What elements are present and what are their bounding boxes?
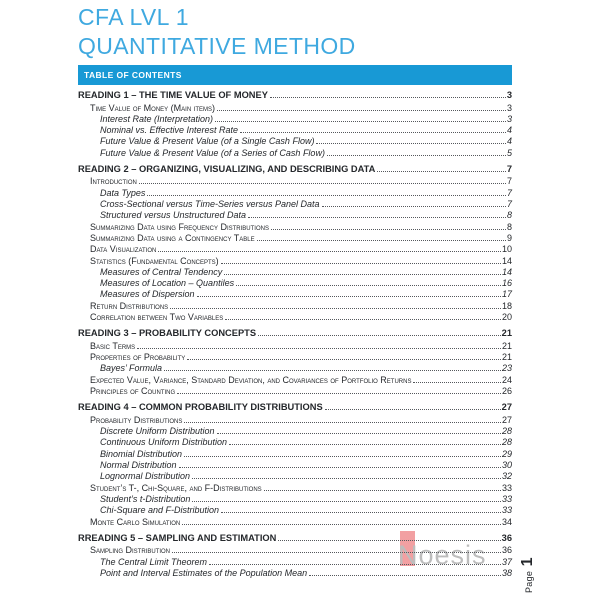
doc-title-line1: CFA LVL 1: [78, 4, 189, 30]
page-number-footer: [519, 557, 537, 593]
toc-entry[interactable]: [78, 312, 512, 323]
toc-entry[interactable]: [78, 256, 512, 267]
dotted-leader: [147, 195, 506, 196]
toc-entry-label: Measures of Dispersion: [100, 289, 195, 300]
toc-entry-label: Student’s t-Distribution: [100, 493, 191, 504]
dotted-leader: [137, 348, 501, 349]
toc-entry-label: Cross-Sectional versus Time-Series versus Panel Data: [100, 199, 320, 210]
toc-entry[interactable]: [78, 114, 512, 125]
toc-entry[interactable]: [78, 341, 512, 352]
toc-entry-page-number: 27: [501, 414, 512, 425]
dotted-leader: [327, 155, 506, 156]
dotted-leader: [217, 110, 506, 111]
toc-entry-label: Future Value & Present Value (of a Single Cash Flow): [100, 136, 315, 147]
toc-entry-reading[interactable]: [78, 163, 512, 175]
toc-entry-page-number: 18: [501, 300, 512, 311]
toc-entry-label: Data Types: [100, 187, 146, 198]
toc-entry[interactable]: [78, 545, 512, 556]
toc-entry-reading[interactable]: [78, 327, 512, 339]
dotted-leader: [164, 370, 501, 371]
toc-entry-page-number: 26: [501, 386, 512, 397]
toc-entry-label: RREADING 5 – SAMPLING AND ESTIMATION: [78, 532, 277, 543]
doc-title-line2: QUANTITATIVE METHOD: [78, 33, 356, 59]
toc-entry-page-number: 34: [501, 516, 512, 527]
dotted-leader: [221, 512, 501, 513]
toc-entry[interactable]: [78, 415, 512, 426]
toc-entry-label: Summarizing Data using Frequency Distributions: [90, 221, 269, 232]
dotted-leader: [309, 575, 501, 576]
dotted-leader: [192, 501, 501, 502]
toc-entry-label: Return Distributions: [90, 300, 169, 311]
toc-entry-page-number: 38: [501, 567, 512, 578]
toc-entry[interactable]: [78, 199, 512, 210]
toc-entry-label: Bayes’ Formula: [100, 363, 163, 374]
toc-entry-page-number: 30: [501, 460, 512, 471]
dotted-leader: [184, 456, 501, 457]
toc-entry[interactable]: [78, 494, 512, 505]
dotted-leader: [248, 217, 506, 218]
toc-entry-label: READING 1 – THE TIME VALUE OF MONEY: [78, 90, 268, 100]
dotted-leader: [182, 524, 501, 525]
toc-entry[interactable]: [78, 103, 512, 114]
dotted-leader: [257, 240, 506, 241]
toc-entry-label: Chi-Square and F-Distribution: [100, 505, 220, 516]
toc-entry[interactable]: [78, 375, 512, 386]
toc-entry-label: Statistics (Fundamental Concepts): [90, 255, 219, 266]
toc-entry-page-number: 9: [506, 232, 512, 243]
toc-entry-page-number: 33: [501, 482, 512, 493]
dotted-leader: [217, 433, 501, 434]
toc-entry-page-number: 24: [501, 374, 512, 385]
dotted-leader: [158, 251, 501, 252]
toc-entry[interactable]: [78, 222, 512, 233]
dotted-leader: [236, 285, 501, 286]
toc-entry-page-number: 37: [501, 556, 512, 567]
toc-entry-page-number: 14: [501, 266, 512, 277]
dotted-leader: [322, 206, 506, 207]
toc-entry[interactable]: [78, 437, 512, 448]
toc-entry-page-number: 21: [501, 340, 512, 351]
content-column: [78, 3, 512, 579]
toc-entry-page-number: 5: [506, 147, 512, 158]
toc-entry-page-number: 7: [506, 163, 512, 174]
dotted-leader: [139, 183, 506, 184]
toc-entry[interactable]: [78, 210, 512, 221]
toc-entry-label: Point and Interval Estimates of the Population Mean: [100, 567, 308, 578]
dotted-leader: [187, 359, 501, 360]
dotted-leader: [258, 335, 501, 336]
toc-entry-label: Normal Distribution: [100, 460, 177, 471]
toc-entry[interactable]: [78, 568, 512, 579]
dotted-leader: [184, 422, 501, 423]
dotted-leader: [179, 467, 501, 468]
toc-entry-page-number: 29: [501, 448, 512, 459]
toc-entry[interactable]: [78, 125, 512, 136]
toc-entry-label: READING 2 – ORGANIZING, VISUALIZING, AND DESCRIBING DATA: [78, 163, 376, 174]
toc-entry-label: Discrete Uniform Distribution: [100, 426, 215, 437]
dotted-leader: [316, 143, 506, 144]
toc-entry[interactable]: [78, 471, 512, 482]
toc-entry-page-number: 14: [501, 255, 512, 266]
toc-entry-label: Interest Rate (Interpretation): [100, 113, 214, 124]
toc-entry-label: Student’s T-, Chi-Square, and F-Distributions: [90, 482, 262, 493]
dotted-leader: [271, 229, 506, 230]
toc-entry-page-number: 27: [501, 402, 512, 413]
dotted-leader: [264, 490, 501, 491]
toc-entry[interactable]: [78, 301, 512, 312]
toc-entry-label: Structured versus Unstructured Data: [100, 210, 247, 221]
toc-entry-page-number: 4: [506, 125, 512, 136]
toc-entry[interactable]: [78, 244, 512, 255]
toc-entry[interactable]: [78, 557, 512, 568]
toc-entry-label: Future Value & Present Value (of a Series of Cash Flow): [100, 147, 325, 158]
toc-banner: TABLE OF CONTENTS: [78, 65, 512, 85]
toc-entry-page-number: 36: [501, 532, 512, 543]
page-footer-label: Page: [524, 570, 534, 593]
dotted-leader: [413, 382, 501, 383]
dotted-leader: [215, 121, 506, 122]
toc-entry-page-number: 3: [506, 113, 512, 124]
toc-entry-label: Expected Value, Variance, Standard Deviation, and Covariances of Portfolio Returns: [90, 374, 412, 385]
toc-entry-page-number: 16: [501, 278, 512, 289]
toc-entry-page-number: 3: [506, 90, 512, 100]
toc-entry-page-number: 3: [506, 102, 512, 113]
toc-entry-label: Correlation between Two Variables: [90, 312, 224, 323]
dotted-leader: [172, 552, 501, 553]
toc-entry-page-number: 28: [501, 426, 512, 437]
toc-entry-reading[interactable]: [78, 89, 512, 101]
toc-entry-page-number: 20: [501, 312, 512, 323]
toc-entry-page-number: 33: [501, 505, 512, 516]
dotted-leader: [192, 478, 501, 479]
toc-entry-page-number: 17: [501, 289, 512, 300]
toc-entry-page-number: 8: [506, 210, 512, 221]
dotted-leader: [225, 319, 501, 320]
dotted-leader: [229, 444, 501, 445]
dotted-leader: [170, 308, 501, 309]
toc-entry-label: Probability Distributions: [90, 414, 183, 425]
toc-entry-label: Nominal vs. Effective Interest Rate: [100, 125, 239, 136]
toc-entry[interactable]: [78, 386, 512, 397]
toc-entry-label: Sampling Distribution: [90, 545, 171, 556]
toc-entry[interactable]: [78, 267, 512, 278]
toc-entry-page-number: 36: [501, 545, 512, 556]
toc-entry[interactable]: [78, 517, 512, 528]
toc-entry-page-number: 32: [501, 471, 512, 482]
toc-entry-label: Principles of Counting: [90, 386, 176, 397]
toc-entry[interactable]: [78, 505, 512, 516]
toc-entry[interactable]: [78, 483, 512, 494]
toc-entry-page-number: 10: [501, 244, 512, 255]
dotted-leader: [209, 564, 501, 565]
toc-entry-reading[interactable]: [78, 401, 512, 413]
toc-entry-label: Binomial Distribution: [100, 448, 183, 459]
toc-entry-label: Introduction: [90, 176, 137, 187]
toc-entry[interactable]: [78, 278, 512, 289]
toc-entry[interactable]: [78, 363, 512, 374]
toc-entry[interactable]: [78, 176, 512, 187]
dotted-leader: [177, 393, 501, 394]
toc-entry-label: Continuous Uniform Distribution: [100, 437, 228, 448]
toc-entry-page-number: 21: [501, 352, 512, 363]
toc-entry-page-number: 7: [506, 176, 512, 187]
toc-entry-reading[interactable]: [78, 532, 512, 544]
toc-entry[interactable]: [78, 426, 512, 437]
dotted-leader: [325, 409, 501, 410]
toc-entry-page-number: 28: [501, 437, 512, 448]
toc-entry-page-number: 33: [501, 493, 512, 504]
watermark: Noesis: [398, 540, 487, 570]
toc-entry-label: Monte Carlo Simulation: [90, 516, 181, 527]
toc-entry-label: Properties of Probability: [90, 352, 186, 363]
toc-entry-page-number: 4: [506, 136, 512, 147]
toc-entry[interactable]: [78, 289, 512, 300]
dotted-leader: [377, 171, 505, 172]
toc-entry-label: READING 4 – COMMON PROBABILITY DISTRIBUTIONS: [78, 402, 323, 413]
toc-entry-page-number: 7: [506, 187, 512, 198]
dotted-leader: [278, 540, 500, 541]
toc-entry-label: Time Value of Money (Main items): [90, 102, 216, 113]
toc-entry-label: Measures of Central Tendency: [100, 266, 223, 277]
toc-entry[interactable]: [78, 352, 512, 363]
toc-entry-label: Basic Terms: [90, 340, 136, 351]
dotted-leader: [197, 296, 501, 297]
toc-entry[interactable]: [78, 233, 512, 244]
toc-entry[interactable]: [78, 460, 512, 471]
toc-entry-page-number: 7: [506, 199, 512, 210]
dotted-leader: [270, 97, 506, 98]
toc-entry-label: Data Visualization: [90, 244, 157, 255]
toc-entry[interactable]: [78, 449, 512, 460]
toc-entry-page-number: 8: [506, 221, 512, 232]
table-of-contents: [78, 89, 512, 579]
toc-entry-label: Lognormal Distribution: [100, 471, 191, 482]
toc-entry-label: READING 3 – PROBABILITY CONCEPTS: [78, 328, 257, 339]
toc-entry[interactable]: [78, 136, 512, 147]
toc-entry-page-number: 21: [501, 328, 512, 339]
dotted-leader: [240, 132, 506, 133]
toc-entry-page-number: 23: [501, 363, 512, 374]
toc-entry-label: The Central Limit Theorem: [100, 556, 208, 567]
dotted-leader: [221, 263, 501, 264]
page-footer-number: 1: [519, 557, 536, 567]
toc-entry[interactable]: [78, 148, 512, 159]
toc-entry[interactable]: [78, 188, 512, 199]
toc-entry-label: Summarizing Data using a Contingency Table: [90, 232, 255, 243]
toc-entry-label: Measures of Location – Quantiles: [100, 278, 235, 289]
dotted-leader: [224, 274, 501, 275]
